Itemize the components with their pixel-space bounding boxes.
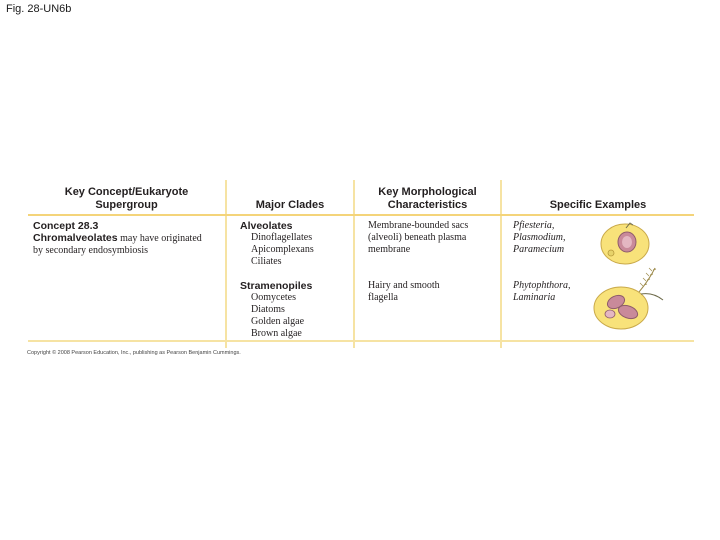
clade-member: Oomycetes [251, 292, 296, 303]
clade-member: Dinoflagellates [251, 232, 313, 243]
clade-name: Alveolates [240, 220, 293, 232]
clade-member: Ciliates [251, 256, 282, 267]
example-name: Pfiesteria, [513, 220, 555, 231]
alveolate-cell-illustration [596, 220, 656, 268]
clade-member: Brown algae [251, 328, 302, 339]
header-morphology: Key Morphological Characteristics [378, 186, 477, 211]
clade-name: Stramenopiles [240, 280, 313, 292]
morphology-line: membrane [368, 244, 411, 255]
copyright-notice: Copyright © 2008 Pearson Education, Inc., publishing as Pearson Benjamin Cummings. [27, 350, 241, 356]
concept-number: Concept 28.3 [33, 220, 99, 232]
slide-title: Fig. 28-UN6b [6, 3, 72, 15]
morphology-line: Membrane-bounded sacs [368, 220, 469, 231]
stramenopile-cell-illustration [591, 262, 671, 332]
clade-member: Diatoms [251, 304, 285, 315]
concept-cell [33, 220, 202, 257]
example-name: Paramecium [513, 244, 565, 255]
header-rule [28, 214, 694, 216]
morphology-line: Hairy and smooth [368, 280, 440, 291]
clade-member: Golden algae [251, 316, 305, 327]
example-name: Phytophthora, [513, 280, 571, 291]
morphology-line: (alveoli) beneath plasma [368, 232, 467, 243]
header-major-clades: Major Clades [255, 199, 325, 211]
header-supergroup: Key Concept/Eukaryote Supergroup [64, 186, 189, 211]
figure-table [28, 180, 694, 348]
row-rule [28, 340, 694, 342]
morphology-cell [368, 220, 468, 304]
morphology-line: flagella [368, 292, 398, 303]
header-examples: Specific Examples [549, 199, 647, 211]
example-name: Plasmodium, [513, 232, 566, 243]
clades-cell [240, 220, 314, 340]
example-name: Laminaria [513, 292, 556, 303]
concept-statement-cont: by secondary endosymbiosis [33, 245, 148, 256]
examples-cell [513, 220, 571, 304]
clade-member: Apicomplexans [251, 244, 314, 255]
concept-statement: Chromalveolates may have originated [33, 232, 202, 244]
